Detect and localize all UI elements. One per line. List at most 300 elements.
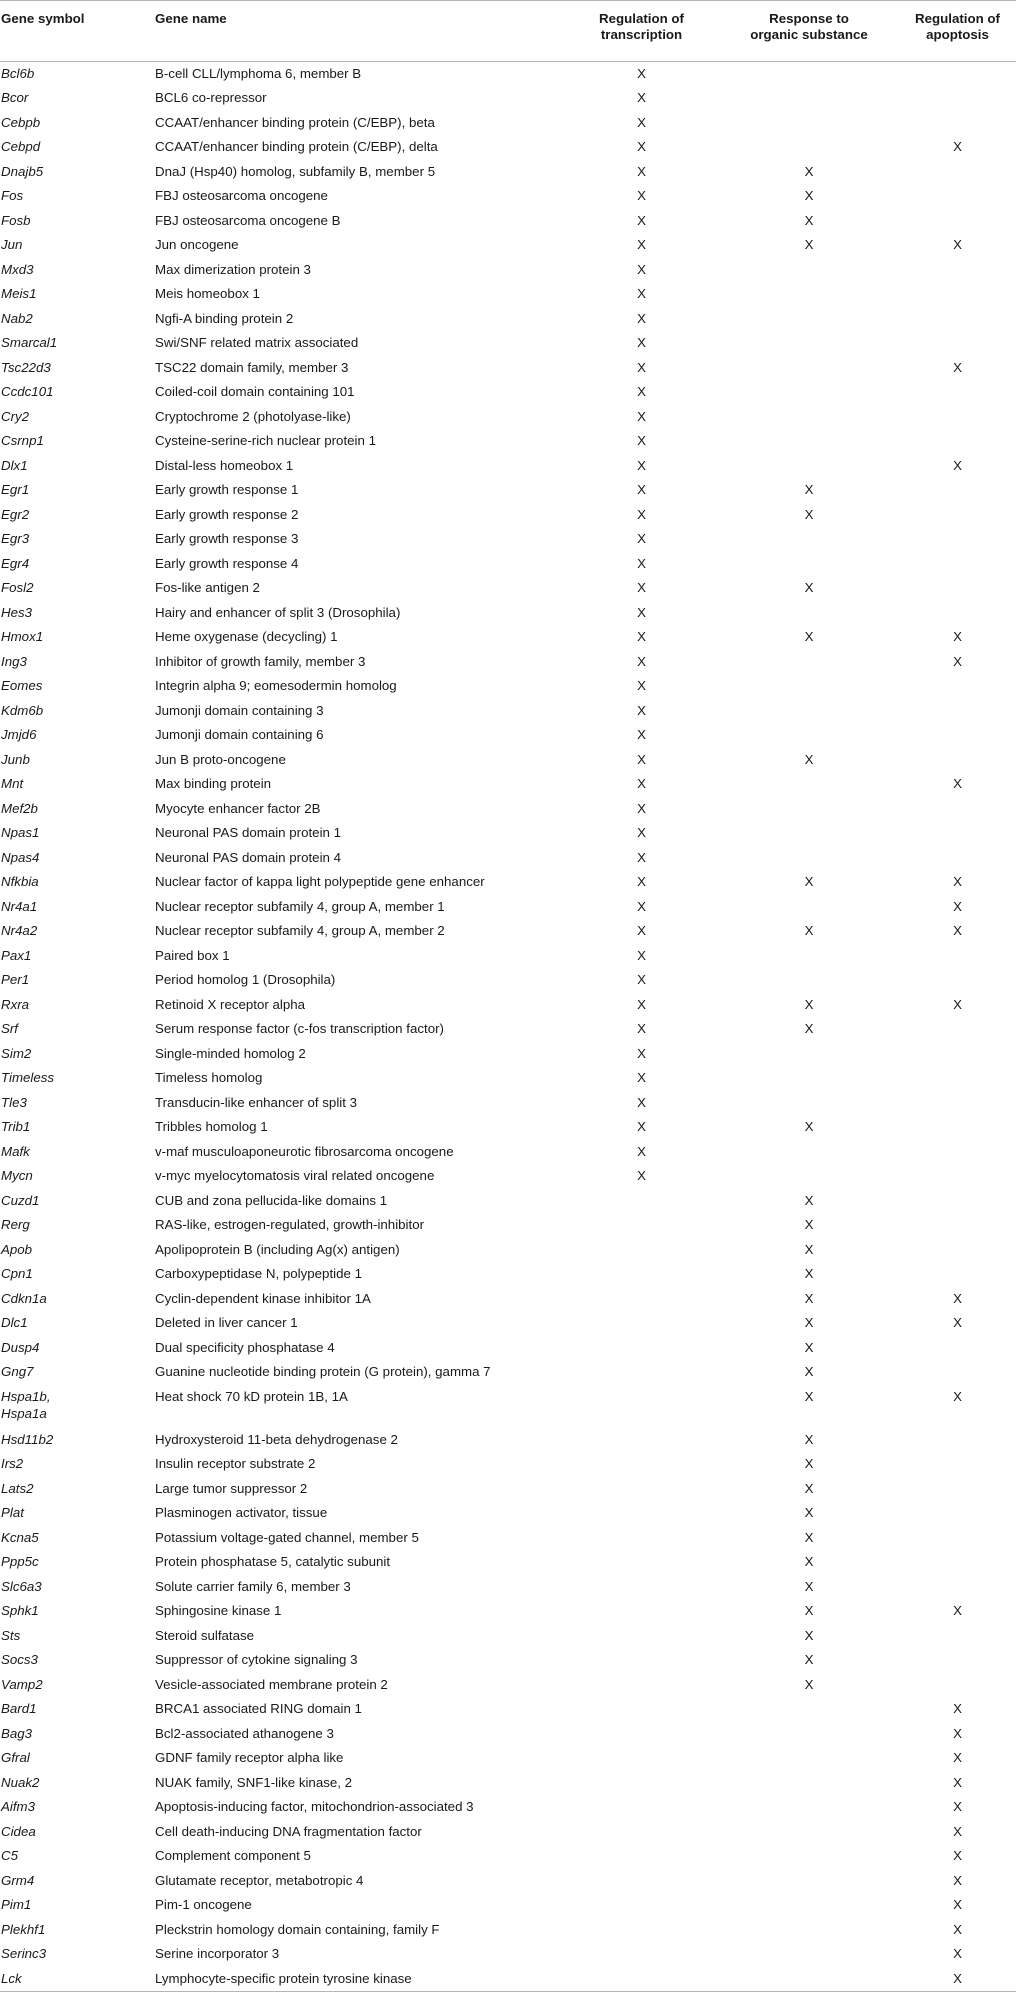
gene-symbol-cell: Bag3 xyxy=(1,1725,33,1741)
table-row xyxy=(0,1238,1016,1263)
organic-substance-mark-cell xyxy=(719,1746,899,1771)
apoptosis-mark-cell: X xyxy=(953,1970,962,1986)
organic-substance-mark-cell xyxy=(719,1795,899,1820)
apoptosis-mark-cell xyxy=(899,1360,1016,1385)
gene-name-cell: Neuronal PAS domain protein 1 xyxy=(155,825,342,840)
table-row xyxy=(0,821,1016,846)
apoptosis-mark-cell xyxy=(899,797,1016,822)
table-row xyxy=(0,1262,1016,1287)
apoptosis-mark-cell: X xyxy=(953,1897,962,1912)
table-row xyxy=(0,1771,1016,1796)
organic-substance-mark-cell xyxy=(719,454,899,479)
table-row xyxy=(0,160,1016,185)
gene-symbol-cell: Slc6a3 xyxy=(1,1578,42,1594)
gene-symbol-cell: Mef2b xyxy=(1,800,38,816)
apoptosis-mark-cell xyxy=(899,699,1016,724)
organic-substance-mark-cell: X xyxy=(804,1315,814,1330)
gene-symbol-cell: Csrnp1 xyxy=(1,433,44,448)
transcription-mark-cell xyxy=(564,1262,719,1287)
table-row xyxy=(0,503,1016,528)
gene-symbol-cell: Ppp5c xyxy=(1,1554,39,1569)
transcription-mark-cell: X xyxy=(637,727,646,742)
apoptosis-mark-cell xyxy=(899,1336,1016,1361)
header-regulation-of-transcription: Regulation of transcription xyxy=(599,11,684,42)
table-row xyxy=(0,1477,1016,1502)
table-row xyxy=(0,1722,1016,1747)
table-row xyxy=(0,797,1016,822)
transcription-mark-cell xyxy=(564,1336,719,1361)
organic-substance-mark-cell xyxy=(719,723,899,748)
transcription-mark-cell: X xyxy=(637,972,646,987)
transcription-mark-cell: X xyxy=(637,849,646,865)
organic-substance-mark-cell: X xyxy=(804,1290,814,1306)
gene-name-cell: Paired box 1 xyxy=(155,947,230,963)
gene-symbol-cell: Dlc1 xyxy=(1,1315,28,1330)
gene-name-cell: CCAAT/enhancer binding protein (C/EBP), beta xyxy=(155,114,435,130)
apoptosis-mark-cell xyxy=(899,331,1016,356)
gene-name-cell: Ngfi-A binding protein 2 xyxy=(155,310,294,326)
gene-symbol-cell: Lats2 xyxy=(1,1480,34,1496)
transcription-mark-cell xyxy=(564,1311,719,1336)
gene-symbol-cell: Bcor xyxy=(1,90,29,105)
table-row xyxy=(0,1575,1016,1600)
gene-symbol-cell: Bard1 xyxy=(1,1701,37,1716)
transcription-mark-cell: X xyxy=(637,1045,646,1061)
apoptosis-mark-cell xyxy=(899,258,1016,283)
header-gene-symbol: Gene symbol xyxy=(1,11,85,26)
gene-symbol-cell: Socs3 xyxy=(1,1652,38,1667)
gene-symbol-cell: Egr4 xyxy=(1,555,30,571)
organic-substance-mark-cell xyxy=(719,650,899,675)
apoptosis-mark-cell xyxy=(899,1575,1016,1600)
table-row xyxy=(0,944,1016,969)
apoptosis-mark-cell: X xyxy=(953,996,962,1012)
organic-substance-mark-cell: X xyxy=(804,1603,814,1618)
transcription-mark-cell xyxy=(564,1599,719,1624)
table-row xyxy=(0,1385,1016,1428)
gene-name-cell: Glutamate receptor, metabotropic 4 xyxy=(155,1872,364,1888)
gene-symbol-cell: Hes3 xyxy=(1,604,33,620)
gene-name-cell: Steroid sulfatase xyxy=(155,1627,255,1643)
apoptosis-mark-cell: X xyxy=(953,1848,962,1863)
transcription-mark-cell: X xyxy=(637,335,646,350)
apoptosis-mark-cell: X xyxy=(953,1750,962,1765)
gene-symbol-cell: Cdkn1a xyxy=(1,1290,47,1306)
apoptosis-mark-cell xyxy=(899,968,1016,993)
organic-substance-mark-cell xyxy=(719,1066,899,1091)
gene-symbol-cell: Junb xyxy=(1,751,30,767)
gene-name-cell: Cyclin-dependent kinase inhibitor 1A xyxy=(155,1290,371,1306)
transcription-mark-cell: X xyxy=(637,408,646,424)
gene-name-cell: Serine incorporator 3 xyxy=(155,1946,280,1961)
gene-name-cell: Carboxypeptidase N, polypeptide 1 xyxy=(155,1266,362,1281)
gene-symbol-cell: Jun xyxy=(1,237,23,252)
transcription-mark-cell: X xyxy=(637,1168,646,1183)
gene-symbol-cell: Dlx1 xyxy=(1,457,28,473)
apoptosis-mark-cell xyxy=(899,160,1016,185)
table-row xyxy=(0,1697,1016,1722)
gene-name-cell: Apolipoprotein B (including Ag(x) antigen) xyxy=(155,1241,400,1257)
organic-substance-mark-cell: X xyxy=(804,1554,814,1569)
organic-substance-mark-cell: X xyxy=(804,1456,814,1471)
table-row xyxy=(0,258,1016,283)
organic-substance-mark-cell: X xyxy=(804,1431,814,1447)
apoptosis-mark-cell: X xyxy=(953,629,962,644)
table-row xyxy=(0,1336,1016,1361)
apoptosis-mark-cell xyxy=(899,184,1016,209)
gene-symbol-cell: Hspa1b, Hspa1a xyxy=(1,1388,51,1421)
organic-substance-mark-cell: X xyxy=(804,1021,814,1036)
gene-symbol-cell: Rerg xyxy=(1,1217,30,1232)
gene-symbol-cell: Fosl2 xyxy=(1,580,34,595)
transcription-mark-cell: X xyxy=(637,506,646,522)
transcription-mark-cell: X xyxy=(637,1094,646,1110)
transcription-mark-cell: X xyxy=(637,66,646,81)
organic-substance-mark-cell xyxy=(719,846,899,871)
transcription-mark-cell: X xyxy=(637,923,646,938)
gene-name-cell: Jumonji domain containing 3 xyxy=(155,702,324,718)
apoptosis-mark-cell: X xyxy=(953,1315,962,1330)
apoptosis-mark-cell xyxy=(899,601,1016,626)
gene-symbol-cell: Tle3 xyxy=(1,1094,27,1110)
gene-symbol-cell: Hsd11b2 xyxy=(1,1431,54,1447)
gene-name-cell: Complement component 5 xyxy=(155,1848,311,1863)
gene-name-cell: Guanine nucleotide binding protein (G protein), gamma 7 xyxy=(155,1364,491,1379)
gene-symbol-cell: Ccdc101 xyxy=(1,384,54,399)
apoptosis-mark-cell: X xyxy=(953,898,962,914)
gene-symbol-cell: Irs2 xyxy=(1,1456,24,1471)
transcription-mark-cell xyxy=(564,1771,719,1796)
table-row xyxy=(0,111,1016,136)
organic-substance-mark-cell: X xyxy=(804,996,814,1012)
apoptosis-mark-cell xyxy=(899,846,1016,871)
transcription-mark-cell: X xyxy=(637,261,646,277)
transcription-mark-cell xyxy=(564,1820,719,1845)
table-row xyxy=(0,1452,1016,1477)
gene-name-cell: BCL6 co-repressor xyxy=(155,90,267,105)
table-row xyxy=(0,307,1016,332)
table-row xyxy=(0,1140,1016,1165)
gene-name-cell: Deleted in liver cancer 1 xyxy=(155,1315,298,1330)
apoptosis-mark-cell xyxy=(899,209,1016,234)
apoptosis-mark-cell xyxy=(899,282,1016,307)
gene-name-cell: Nuclear receptor subfamily 4, group A, member 2 xyxy=(155,923,445,938)
gene-name-cell: v-maf musculoaponeurotic fibrosarcoma oncogene xyxy=(155,1143,454,1159)
transcription-mark-cell xyxy=(564,1795,719,1820)
gene-name-cell: Transducin-like enhancer of split 3 xyxy=(155,1094,358,1110)
gene-name-cell: RAS-like, estrogen-regulated, growth-inhibitor xyxy=(155,1217,425,1232)
gene-symbol-cell: Dusp4 xyxy=(1,1339,40,1355)
apoptosis-mark-cell: X xyxy=(953,1701,962,1716)
transcription-mark-cell: X xyxy=(637,188,646,203)
table-row xyxy=(0,1967,1016,1992)
gene-name-cell: Cryptochrome 2 (photolyase-like) xyxy=(155,408,351,424)
organic-substance-mark-cell: X xyxy=(804,237,814,252)
apoptosis-mark-cell: X xyxy=(953,457,962,473)
gene-name-cell: Period homolog 1 (Drosophila) xyxy=(155,972,336,987)
gene-name-cell: Sphingosine kinase 1 xyxy=(155,1603,282,1618)
organic-substance-mark-cell xyxy=(719,1091,899,1116)
table-row xyxy=(0,1066,1016,1091)
transcription-mark-cell: X xyxy=(637,555,646,571)
apoptosis-mark-cell xyxy=(899,821,1016,846)
header-gene-name: Gene name xyxy=(155,11,227,26)
apoptosis-mark-cell xyxy=(899,748,1016,773)
table-row xyxy=(0,1869,1016,1894)
apoptosis-mark-cell: X xyxy=(953,237,962,252)
organic-substance-mark-cell xyxy=(719,1942,899,1967)
gene-symbol-cell: Grm4 xyxy=(1,1872,35,1888)
transcription-mark-cell xyxy=(564,1526,719,1551)
gene-symbol-cell: Mafk xyxy=(1,1143,30,1159)
table-row xyxy=(0,1844,1016,1869)
apoptosis-mark-cell: X xyxy=(953,359,962,375)
organic-substance-mark-cell xyxy=(719,821,899,846)
organic-substance-mark-cell: X xyxy=(804,212,814,228)
organic-substance-mark-cell xyxy=(719,772,899,797)
gene-symbol-cell: Nuak2 xyxy=(1,1774,40,1790)
apoptosis-mark-cell xyxy=(899,111,1016,136)
organic-substance-mark-cell xyxy=(719,282,899,307)
gene-name-cell: Myocyte enhancer factor 2B xyxy=(155,800,321,816)
organic-substance-mark-cell xyxy=(719,1967,899,1992)
gene-symbol-cell: Fosb xyxy=(1,212,31,228)
organic-substance-mark-cell xyxy=(719,552,899,577)
transcription-mark-cell xyxy=(564,1189,719,1214)
transcription-mark-cell: X xyxy=(637,433,646,448)
apoptosis-mark-cell xyxy=(899,1452,1016,1477)
organic-substance-mark-cell: X xyxy=(804,506,814,522)
organic-substance-mark-cell xyxy=(719,674,899,699)
transcription-mark-cell: X xyxy=(637,139,646,154)
table-row xyxy=(0,1526,1016,1551)
gene-name-cell: Jumonji domain containing 6 xyxy=(155,727,324,742)
organic-substance-mark-cell: X xyxy=(804,1339,814,1355)
gene-symbol-cell: Cuzd1 xyxy=(1,1192,40,1208)
gene-symbol-cell: Serinc3 xyxy=(1,1946,47,1961)
gene-symbol-cell: Mnt xyxy=(1,776,24,791)
table-row xyxy=(0,968,1016,993)
table-row xyxy=(0,356,1016,381)
organic-substance-mark-cell: X xyxy=(804,1627,814,1643)
table-row xyxy=(0,699,1016,724)
gene-symbol-cell: Npas1 xyxy=(1,825,40,840)
gene-name-cell: GDNF family receptor alpha like xyxy=(155,1750,344,1765)
gene-name-cell: Tribbles homolog 1 xyxy=(155,1119,268,1134)
organic-substance-mark-cell xyxy=(719,258,899,283)
gene-name-cell: NUAK family, SNF1-like kinase, 2 xyxy=(155,1774,353,1790)
table-row xyxy=(0,846,1016,871)
organic-substance-mark-cell xyxy=(719,111,899,136)
apoptosis-mark-cell xyxy=(899,429,1016,454)
apoptosis-mark-cell: X xyxy=(953,1921,962,1937)
gene-name-cell: Jun B proto-oncogene xyxy=(155,751,286,767)
transcription-mark-cell xyxy=(564,1550,719,1575)
gene-name-cell: Distal-less homeobox 1 xyxy=(155,457,294,473)
apoptosis-mark-cell xyxy=(899,1164,1016,1189)
header-row xyxy=(0,1,1016,62)
organic-substance-mark-cell xyxy=(719,797,899,822)
apoptosis-mark-cell xyxy=(899,62,1016,87)
apoptosis-mark-cell: X xyxy=(953,1774,962,1790)
apoptosis-mark-cell: X xyxy=(953,1799,962,1814)
organic-substance-mark-cell: X xyxy=(804,1119,814,1134)
apoptosis-mark-cell: X xyxy=(953,1290,962,1306)
gene-name-cell: Cysteine-serine-rich nuclear protein 1 xyxy=(155,433,376,448)
transcription-mark-cell xyxy=(564,1746,719,1771)
table-row xyxy=(0,625,1016,650)
apoptosis-mark-cell xyxy=(899,723,1016,748)
gene-symbol-cell: Gfral xyxy=(1,1750,30,1765)
transcription-mark-cell xyxy=(564,1213,719,1238)
table-body xyxy=(0,62,1016,1992)
gene-symbol-cell: Sts xyxy=(1,1627,21,1643)
table-row xyxy=(0,1213,1016,1238)
organic-substance-mark-cell xyxy=(719,135,899,160)
table-row xyxy=(0,552,1016,577)
organic-substance-mark-cell xyxy=(719,944,899,969)
table-row xyxy=(0,1673,1016,1698)
table-row xyxy=(0,1795,1016,1820)
gene-name-cell: Fos-like antigen 2 xyxy=(155,580,260,595)
organic-substance-mark-cell xyxy=(719,895,899,920)
gene-name-cell: Heat shock 70 kD protein 1B, 1A xyxy=(155,1388,348,1404)
gene-name-cell: Plasminogen activator, tissue xyxy=(155,1505,328,1520)
gene-symbol-cell: Sim2 xyxy=(1,1045,32,1061)
organic-substance-mark-cell: X xyxy=(804,923,814,938)
gene-name-cell: Insulin receptor substrate 2 xyxy=(155,1456,316,1471)
organic-substance-mark-cell xyxy=(719,307,899,332)
gene-symbol-cell: Pax1 xyxy=(1,947,32,963)
gene-symbol-cell: Tsc22d3 xyxy=(1,359,51,375)
organic-substance-mark-cell xyxy=(719,380,899,405)
table-row xyxy=(0,405,1016,430)
table-row xyxy=(0,1189,1016,1214)
table-row xyxy=(0,86,1016,111)
apoptosis-mark-cell: X xyxy=(953,874,962,889)
organic-substance-mark-cell xyxy=(719,601,899,626)
apoptosis-mark-cell xyxy=(899,1624,1016,1649)
gene-symbol-cell: Timeless xyxy=(1,1070,55,1085)
apoptosis-mark-cell: X xyxy=(953,1603,962,1618)
organic-substance-mark-cell xyxy=(719,429,899,454)
gene-name-cell: Pleckstrin homology domain containing, family F xyxy=(155,1921,440,1937)
organic-substance-mark-cell: X xyxy=(804,629,814,644)
table-row xyxy=(0,723,1016,748)
transcription-mark-cell: X xyxy=(637,286,646,301)
table-row xyxy=(0,1428,1016,1453)
apoptosis-mark-cell xyxy=(899,1066,1016,1091)
gene-name-cell: CUB and zona pellucida-like domains 1 xyxy=(155,1192,388,1208)
header-response-to-organic-substance: Response to organic substance xyxy=(750,11,868,42)
transcription-mark-cell xyxy=(564,1385,719,1428)
apoptosis-mark-cell xyxy=(899,1262,1016,1287)
table-row xyxy=(0,184,1016,209)
apoptosis-mark-cell xyxy=(899,1673,1016,1698)
apoptosis-mark-cell xyxy=(899,1091,1016,1116)
transcription-mark-cell xyxy=(564,1967,719,1992)
gene-symbol-cell: Nr4a2 xyxy=(1,923,38,938)
transcription-mark-cell xyxy=(564,1501,719,1526)
gene-name-cell: Early growth response 4 xyxy=(155,555,299,571)
transcription-mark-cell xyxy=(564,1287,719,1312)
gene-name-cell: Early growth response 1 xyxy=(155,482,299,497)
gene-symbol-cell: Gng7 xyxy=(1,1364,34,1379)
transcription-mark-cell: X xyxy=(637,776,646,791)
apoptosis-mark-cell xyxy=(899,1042,1016,1067)
transcription-mark-cell: X xyxy=(637,237,646,252)
table-row xyxy=(0,1311,1016,1336)
gene-symbol-cell: Nab2 xyxy=(1,310,33,326)
apoptosis-mark-cell xyxy=(899,503,1016,528)
gene-symbol-cell: Aifm3 xyxy=(1,1799,35,1814)
table-row xyxy=(0,576,1016,601)
gene-name-cell: Pim-1 oncogene xyxy=(155,1897,252,1912)
apoptosis-mark-cell: X xyxy=(953,1946,962,1961)
apoptosis-mark-cell: X xyxy=(953,1872,962,1888)
gene-symbol-cell: Mxd3 xyxy=(1,261,34,277)
gene-symbol-cell: Mycn xyxy=(1,1168,33,1183)
table-row xyxy=(0,282,1016,307)
gene-symbol-cell: Nr4a1 xyxy=(1,898,38,914)
gene-name-cell: Apoptosis-inducing factor, mitochondrion-associated 3 xyxy=(155,1799,474,1814)
table-row xyxy=(0,233,1016,258)
table-row xyxy=(0,1501,1016,1526)
table-row xyxy=(0,380,1016,405)
gene-name-cell: Vesicle-associated membrane protein 2 xyxy=(155,1676,388,1692)
transcription-mark-cell: X xyxy=(637,359,646,375)
organic-substance-mark-cell xyxy=(719,1771,899,1796)
transcription-mark-cell: X xyxy=(637,1143,646,1159)
table-row xyxy=(0,1164,1016,1189)
gene-symbol-cell: Sphk1 xyxy=(1,1603,39,1618)
gene-symbol-cell: Per1 xyxy=(1,972,30,987)
gene-symbol-cell: Egr1 xyxy=(1,482,30,497)
gene-name-cell: Single-minded homolog 2 xyxy=(155,1045,306,1061)
gene-symbol-cell: Hmox1 xyxy=(1,629,44,644)
organic-substance-mark-cell xyxy=(719,1918,899,1943)
table-row xyxy=(0,993,1016,1018)
transcription-mark-cell: X xyxy=(637,90,646,105)
transcription-mark-cell xyxy=(564,1238,719,1263)
gene-name-cell: Suppressor of cytokine signaling 3 xyxy=(155,1652,358,1667)
table-row xyxy=(0,1624,1016,1649)
table-row xyxy=(0,1746,1016,1771)
gene-symbol-cell: Eomes xyxy=(1,678,43,693)
transcription-mark-cell: X xyxy=(637,114,646,130)
gene-symbol-cell: Plat xyxy=(1,1505,24,1520)
gene-symbol-cell: Smarcal1 xyxy=(1,335,58,350)
transcription-mark-cell: X xyxy=(637,751,646,767)
organic-substance-mark-cell xyxy=(719,1869,899,1894)
apoptosis-mark-cell xyxy=(899,1648,1016,1673)
organic-substance-mark-cell: X xyxy=(804,1652,814,1667)
table-row xyxy=(0,650,1016,675)
table-row xyxy=(0,454,1016,479)
transcription-mark-cell xyxy=(564,1428,719,1453)
gene-name-cell: Inhibitor of growth family, member 3 xyxy=(155,653,366,669)
apoptosis-mark-cell: X xyxy=(953,1823,962,1839)
gene-symbol-cell: Nfkbia xyxy=(1,874,39,889)
organic-substance-mark-cell xyxy=(719,1893,899,1918)
organic-substance-mark-cell: X xyxy=(804,1266,814,1281)
apoptosis-mark-cell xyxy=(899,527,1016,552)
organic-substance-mark-cell: X xyxy=(804,1676,814,1692)
transcription-mark-cell: X xyxy=(637,580,646,595)
gene-name-cell: Dual specificity phosphatase 4 xyxy=(155,1339,335,1355)
apoptosis-mark-cell xyxy=(899,1189,1016,1214)
apoptosis-mark-cell xyxy=(899,1526,1016,1551)
